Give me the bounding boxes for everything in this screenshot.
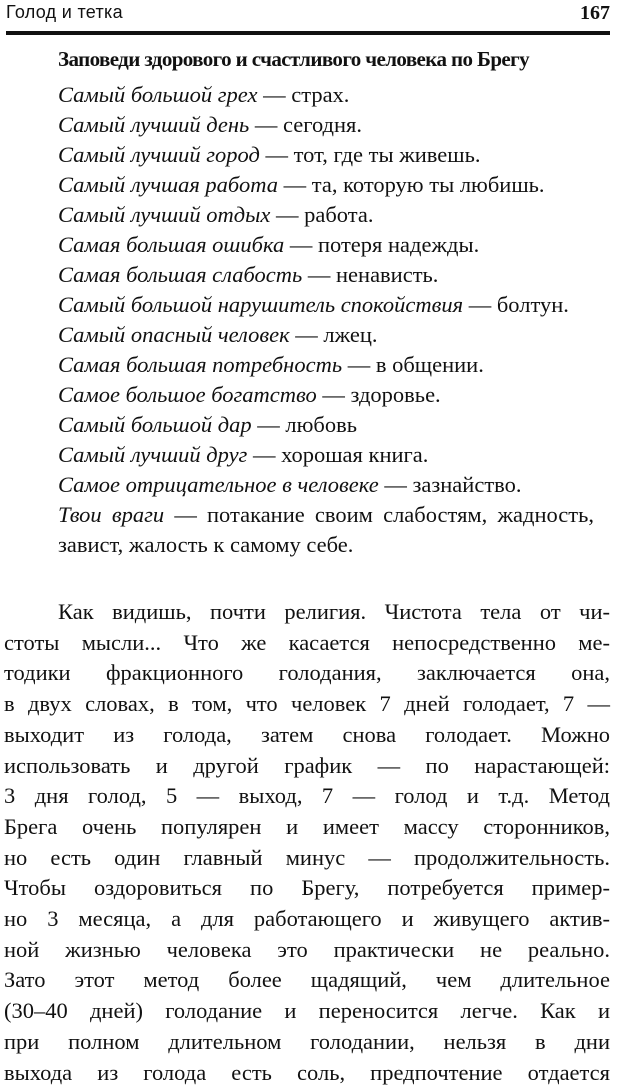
section-title: Заповеди здорового и счастливого человека по Брегу — [58, 47, 529, 71]
paragraph-line: Зато этот метод более щадящий, чем длительное — [4, 967, 610, 993]
body-paragraph — [0, 597, 620, 1088]
maxim-item — [58, 500, 618, 560]
maxim-item — [58, 80, 618, 110]
maxim-item — [58, 470, 618, 500]
maxim-subject: Самый лучший день — [58, 112, 250, 137]
maxim-answer: — потакание своим слабостям, жадность, завист, жалость к самому себе. — [58, 502, 595, 557]
maxim-item — [58, 290, 618, 320]
paragraph-line: выходит из голода, затем снова голодает. Можно — [4, 721, 610, 747]
paragraph-line: Чтобы оздоровиться по Брегу, потребуется пример- — [4, 875, 610, 901]
maxim-subject: Самый лучший отдых — [58, 202, 271, 227]
page-number: 167 — [580, 2, 610, 24]
maxim-answer: — болтун. — [463, 292, 569, 317]
maxim-subject: Самый лучший друг — [58, 442, 248, 467]
maxim-item — [58, 200, 618, 230]
running-title: Голод и тетка — [6, 2, 123, 22]
maxim-item — [58, 410, 618, 440]
header-rule — [6, 31, 610, 35]
running-head — [6, 2, 610, 28]
maxim-item — [58, 350, 618, 380]
maxim-item — [58, 230, 618, 260]
maxim-item — [58, 170, 618, 200]
maxim-item — [58, 320, 618, 350]
maxims-list — [58, 80, 618, 560]
maxim-subject: Самое большое богатство — [58, 382, 317, 407]
paragraph-line: при полном длительном голодании, нельзя в дни — [4, 1028, 610, 1054]
maxim-item — [58, 440, 618, 470]
maxim-answer: — тот, где ты живешь. — [259, 142, 481, 167]
paragraph-line: стоты мысли... Что же касается непосредственно ме- — [4, 629, 610, 655]
maxim-answer: — зазнайство. — [378, 472, 522, 497]
maxim-answer: — потеря надежды. — [284, 232, 480, 257]
maxim-answer: — сегодня. — [249, 112, 363, 137]
maxim-answer: — в общении. — [342, 352, 484, 377]
maxim-subject: Самое отрицательное в человеке — [58, 472, 379, 497]
maxim-subject: Самая большая слабость — [58, 262, 303, 287]
maxim-subject: Твои враги — [58, 502, 165, 527]
paragraph-line: выхода из голода есть соль, предпочтение отдается — [4, 1059, 610, 1085]
maxim-item — [58, 380, 618, 410]
commandments-section — [58, 47, 618, 560]
maxim-item — [58, 110, 618, 140]
paragraph-line: использовать и другой график — по нарастающей: — [4, 752, 610, 778]
maxim-answer: — любовь — [251, 412, 358, 437]
maxim-answer: — ненависть. — [302, 262, 439, 287]
maxim-subject: Самый лучшая работа — [58, 172, 278, 197]
maxim-answer: — лжец. — [289, 322, 378, 347]
paragraph-line: тодики фракционного голодания, заключается она, — [4, 660, 610, 686]
maxim-answer: — здоровье. — [316, 382, 441, 407]
paragraph-line: ной жизнью человека это практически не реально. — [4, 936, 610, 962]
maxim-wrapped-text — [58, 500, 594, 560]
maxim-subject: Самая большая ошибка — [58, 232, 285, 257]
maxim-subject: Самый опасный человек — [58, 322, 290, 347]
paragraph-line: Брега очень популярен и имеет массу сторонников, — [4, 813, 610, 839]
maxim-answer: — работа. — [270, 202, 374, 227]
paragraph-line: в двух словах, в том, что человек 7 дней голодает, 7 — — [4, 691, 610, 717]
paragraph-line: 3 дня голод, 5 — выход, 7 — голод и т.д. Метод — [4, 783, 610, 809]
maxim-answer: — хорошая книга. — [247, 442, 429, 467]
maxim-item — [58, 140, 618, 170]
maxim-subject: Самый большой нарушитель спокойствия — [58, 292, 464, 317]
maxim-answer: — страх. — [257, 82, 350, 107]
maxim-answer: — та, которую ты любишь. — [277, 172, 545, 197]
paragraph-line: но 3 месяца, а для работающего и живущего актив- — [4, 906, 610, 932]
maxim-subject: Самый большой грех — [58, 82, 258, 107]
maxim-item — [58, 260, 618, 290]
paragraph-line: Как видишь, почти религия. Чистота тела от чи- — [58, 599, 610, 624]
maxim-subject: Самая большая потребность — [58, 352, 343, 377]
paragraph-line: (30–40 дней) голодание и переносится легче. Как и — [4, 998, 610, 1024]
maxim-subject: Самый лучший город — [58, 142, 260, 167]
paragraph-line: но есть один главный минус — продолжительность. — [4, 844, 610, 870]
maxim-subject: Самый большой дар — [58, 412, 252, 437]
